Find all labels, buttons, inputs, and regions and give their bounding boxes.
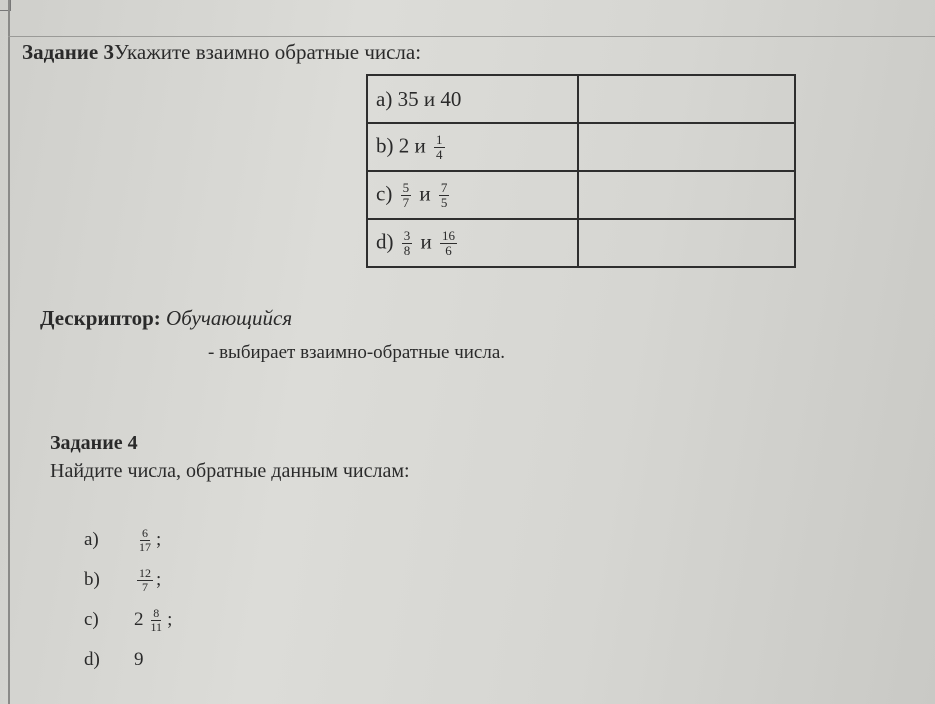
page-top-rule — [8, 36, 935, 37]
item-label: c) — [84, 609, 99, 630]
item-suffix: ; — [156, 569, 162, 590]
row-label: c) — [376, 180, 393, 205]
table-row — [367, 171, 795, 219]
fraction — [137, 567, 153, 594]
descriptor-subject: Обучающийся — [166, 306, 293, 330]
denominator: 11 — [150, 619, 163, 634]
table-row — [367, 219, 795, 267]
descriptor-label: Дескриптор: — [40, 306, 161, 330]
answer-cell-c[interactable] — [578, 171, 795, 219]
numerator: 7 — [440, 179, 448, 195]
numerator: 1 — [436, 131, 443, 147]
page-edge — [8, 0, 10, 704]
numerator: 16 — [442, 227, 455, 243]
denominator: 7 — [402, 194, 410, 210]
denominator: 4 — [436, 146, 443, 162]
item-label: d) — [84, 649, 100, 670]
task4-instruction: Найдите числа, обратные данным числам: — [50, 460, 410, 482]
row-label: d) — [376, 228, 394, 253]
fraction — [149, 607, 165, 634]
question-cell-d — [367, 219, 578, 267]
row-label: b) — [376, 132, 394, 157]
denominator: 8 — [403, 242, 411, 258]
denominator: 6 — [445, 242, 452, 258]
numerator: 12 — [139, 565, 151, 580]
item-label: a) — [84, 529, 99, 550]
question-cell-a — [367, 75, 578, 123]
list-item — [84, 640, 172, 680]
question-cell-b — [367, 123, 578, 171]
denominator: 17 — [139, 539, 151, 554]
table-row — [367, 123, 795, 171]
denominator: 7 — [142, 579, 148, 594]
fraction — [440, 229, 457, 258]
conjunction: и — [423, 86, 436, 111]
number: 40 — [440, 86, 462, 111]
number: 2 — [398, 132, 410, 157]
fraction — [439, 181, 450, 210]
conjunction: и — [419, 180, 431, 205]
number: 35 — [397, 86, 419, 111]
answer-cell-b[interactable] — [578, 123, 795, 171]
task3-heading — [22, 40, 421, 65]
conjunction: и — [414, 132, 426, 157]
numerator: 8 — [153, 605, 160, 620]
table-row — [367, 75, 795, 123]
answer-cell-a[interactable] — [578, 75, 795, 123]
question-cell-c — [367, 171, 578, 219]
descriptor-heading — [40, 306, 292, 331]
number: 9 — [134, 649, 144, 670]
list-item — [84, 560, 172, 600]
task4-items — [84, 520, 172, 680]
fraction — [434, 133, 445, 162]
task3-answer-table — [366, 74, 796, 268]
fraction — [401, 181, 412, 210]
fraction — [402, 229, 413, 258]
numerator: 3 — [403, 227, 411, 243]
list-item — [84, 600, 172, 640]
task4-heading: Задание 4 — [50, 432, 138, 454]
item-suffix: ; — [156, 529, 162, 550]
task3-heading-text: Укажите взаимно обратные числа: — [113, 40, 422, 64]
row-label: a) — [376, 86, 393, 111]
task3-heading-label: Задание 3 — [22, 40, 114, 64]
descriptor-criterion: - выбирает взаимно-обратные числа. — [208, 342, 506, 363]
whole-part: 2 — [134, 609, 144, 630]
numerator: 6 — [142, 525, 148, 540]
numerator: 5 — [402, 179, 410, 195]
conjunction: и — [420, 228, 432, 253]
answer-cell-d[interactable] — [578, 219, 795, 267]
fraction — [137, 527, 153, 554]
list-item — [84, 520, 172, 560]
denominator: 5 — [440, 194, 448, 210]
item-label: b) — [84, 569, 100, 590]
item-suffix: ; — [167, 609, 173, 630]
